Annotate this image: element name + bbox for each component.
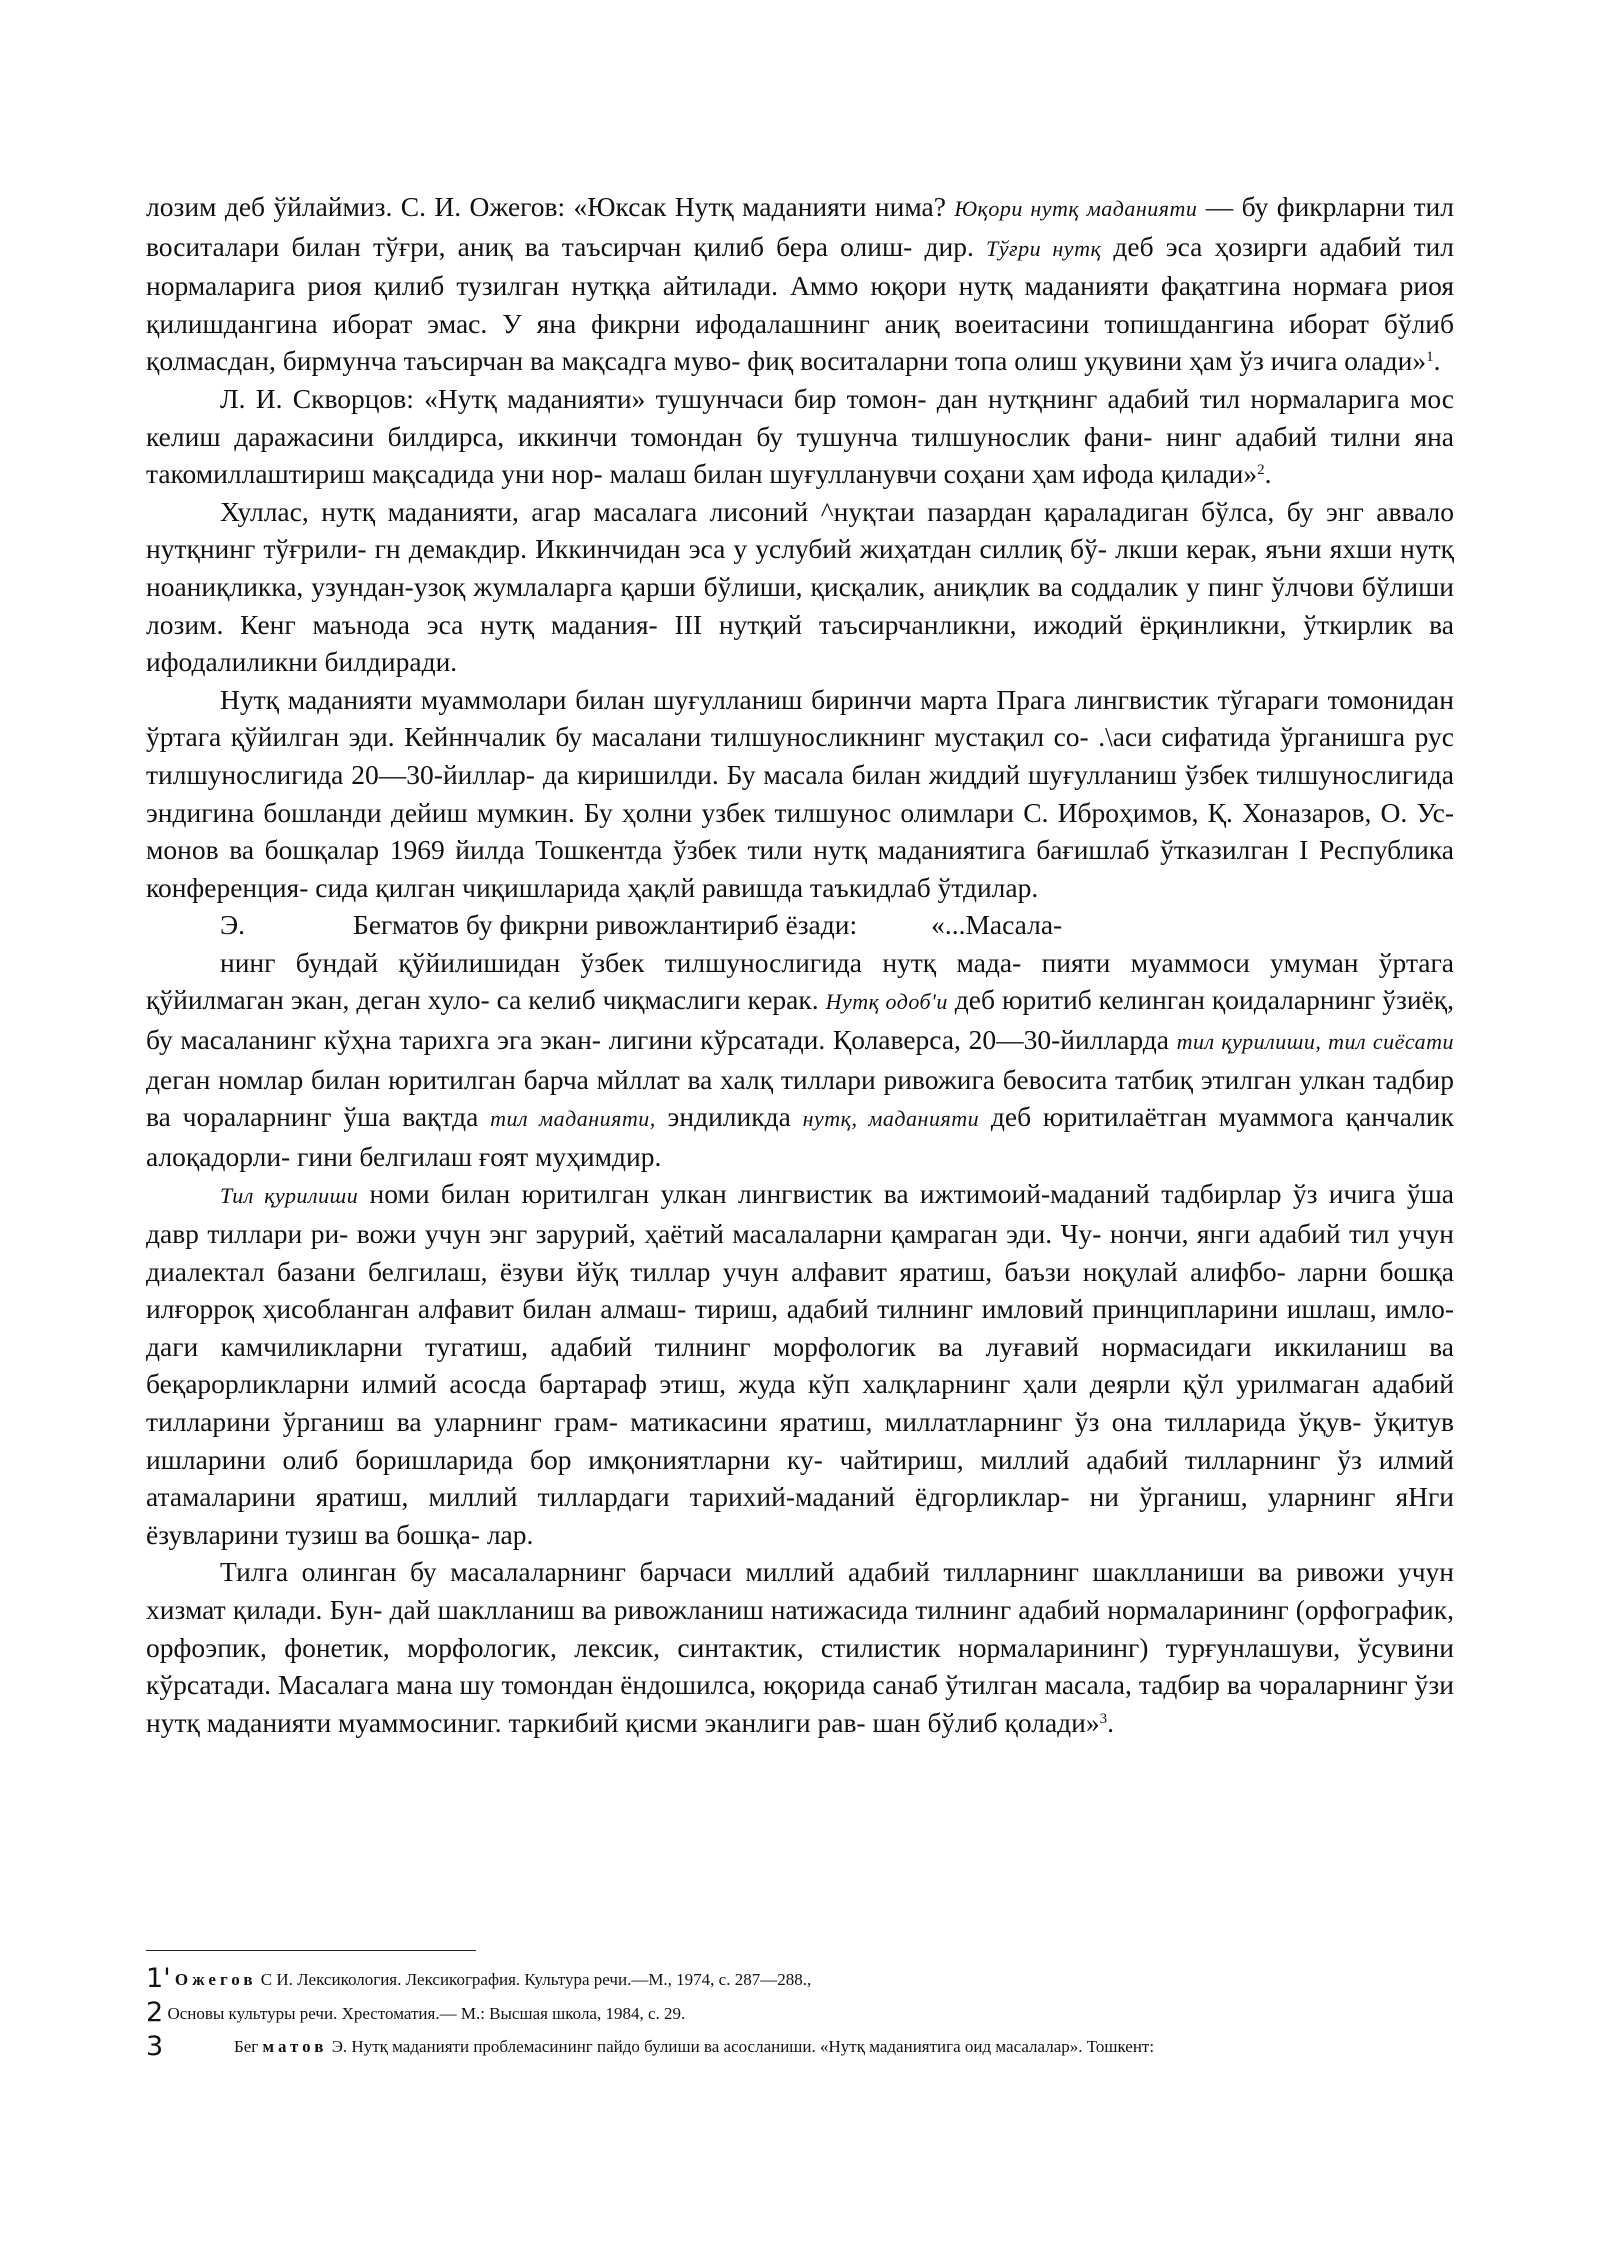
footnote-author: матов: [262, 2037, 328, 2056]
paragraph: [146, 1175, 1454, 1553]
text-run: Э.: [220, 909, 246, 941]
italic-term: тил маданияти,: [490, 1106, 656, 1132]
text-run: Нутқ маданияти муаммолари билан шуғулланиш биринчи марта Прага лингвистик тўгараги томонидан ўртага қўйилган эди. Кейннчалик бу масалани тилшуносликнинг мустақил со- .\аси сифатида ўрганишга рус тилшунослигида 20—30-йиллар- да киришилди. Бу масала билан жиддий шуғулланиш ўзбек тилшунослигида эндигина бошланди дейиш мумкин. Бу ҳолни узбек тилшунос олимлари С. Иброҳимов, Қ. Хоназаров, О. Ус- монов ва бошқалар 1969 йилда Тошкентда ўзбек тили нутқ маданиятига бағишлаб ўтказилган I Республика конференция- сида қилган чиқишларида ҳақлй равишда таъкидлаб ўтдилар.: [146, 683, 1454, 903]
text-run: «...Масала-: [931, 909, 1063, 941]
text-run: номи билан юритилган улкан лингвистик ва ижтимоий-маданий тадбирлар ўз ичига ўша давр тиллари ри- вожи учун энг зарурий, ҳаётий масалаларни қамраган эди. Чу- нончи, янги адабий тил учун диалектал базани белгилаш, ёзуви йўқ тиллар учун алфавит яратиш, баъзи ноқулай алифбо- ларни бошқа илғорроқ ҳисобланган алфавит билан алмаш- тириш, адабий тилнинг имловий принципларини ишлаш, имло- даги камчиликларни тугатиш, адабий тилнинг морфологик ва луғавий нормасидаги иккиланиш ва беқарорликларни илмий асосда бартараф этиш, жуда кўп халқларнинг ҳали деярли қўл урилмаган адабий тилларини ўрганиш ва уларнинг грам- матикасини яратиш, миллатларнинг ўз она тилларида ўқув- ўқитув ишларини олиб боришларида бор имқониятларни ку- чайтириш, миллий адабий тилларнинг ўз илмий атамаларини яратиш, миллий тиллардаги тарихий-маданий ёдгорликлар- ни ўрганиш, уларнинг яНги ёзувларини тузиш ва бошқа- лар.: [146, 1178, 1454, 1550]
italic-term: нутқ, маданияти: [802, 1106, 980, 1132]
text-run: Л. И. Скворцов: «Нутқ маданияти» тушунчаси бир томон- дан нутқнинг адабий тил нормаларига мос келиш даражасини билдирса, иккинчи томондан бу тушунча тилшунослик фани- нинг адабий тилни яна такомиллаштириш мақсадида уни нор- малаш билан шуғулланувчи соҳани ҳам ифода қилади»: [146, 382, 1454, 490]
footnote-separator: [146, 1950, 476, 1951]
paragraph: [146, 188, 1454, 380]
footnotes: [146, 1962, 1454, 2064]
italic-term: Тўғри нутқ: [986, 235, 1102, 261]
footnote-3: [146, 2030, 1454, 2064]
footnote-mark: ': [163, 1963, 171, 1994]
footnote-1: [146, 1962, 1454, 1996]
text-run: лозим деб ўйлаймиз. С. И. Ожегов: «Юксак Нутқ маданияти нима?: [146, 191, 955, 222]
italic-term: тил қурилиши, тил сиёсати: [1176, 1029, 1455, 1055]
footnote-author-prefix: Бег: [234, 2037, 259, 2056]
paragraph: [146, 380, 1454, 493]
footnote-number: 2: [146, 1997, 164, 2028]
footnote-number: 3: [146, 2031, 164, 2062]
text-run: нинг бундай қўйилишидан ўзбек тилшунослигида нутқ мада- пияти муаммоси умуман ўртага қўйилмаган экан, деган хуло- са келиб чиқмаслиги керак.: [146, 946, 1454, 1016]
paragraph: [146, 1553, 1454, 1741]
paragraph: [146, 493, 1454, 681]
text-run: деб эса ҳозирги адабий тил нормаларига риоя қилиб тузилган нутққа айтилади. Аммо юқори нутқ маданияти фақатгина нормаға риоя қилишдангина иборат эмас. У яна фикрни ифодалашнинг аниқ воеитасини топишдангина иборат бўлиб қолмасдан, бирмунча таъсирчан ва мақсадга муво- фиқ воситаларни топа олиш уқувини ҳам ўз ичига олади»: [146, 230, 1454, 377]
text-run: деб юритилаётган муаммога қанчалик алоқадорли- гини белгилаш ғоят муҳимдир.: [146, 1101, 1455, 1172]
text-run: .: [1264, 458, 1272, 490]
footnote-ref: 3: [1099, 1710, 1108, 1727]
footnote-ref: 1: [1426, 349, 1434, 366]
italic-term: Тил қурилиши: [220, 1183, 359, 1209]
paragraph: [146, 906, 1454, 944]
body-text: [146, 188, 1454, 1741]
text-run: эндиликда: [655, 1101, 803, 1133]
italic-term: Нутқ одоб'и: [825, 989, 948, 1015]
text-run: .: [1107, 1706, 1114, 1738]
footnote-ref: 2: [1257, 462, 1265, 479]
paragraph: [146, 681, 1454, 907]
footnote-text: Основы культуры речи. Хрестоматия.— М.: Высшая школа, 1984, с. 29.: [163, 2004, 686, 2023]
text-run: деган номлар билан юритилган барча мйллат ва халқ тиллари ривожига бевосита татбиқ этилган улкан тадбир ва чораларнинг ўша вақтда: [146, 1063, 1454, 1133]
footnote-author: Ожегов: [174, 1970, 257, 1989]
text-run: — бу фикрларни тил воситалари билан тўғри, аниқ ва таъсирчан қилиб бера олиш- дир.: [146, 191, 1454, 262]
text-run: деб юритиб келинган қоидаларнинг ўзиёқ, бу масаланинг кўҳна тарихга эга экан- лигини кўрсатади. Қолаверса, 20—30-йилларда: [146, 984, 1454, 1056]
footnote-2: [146, 1996, 1454, 2030]
footnote-text: Э. Нутқ маданияти проблемасининг пайдо булиши ва асосланиши. «Нутқ маданиятига оид масалалар». Тошкент:: [327, 2037, 1155, 2056]
footnote-body: [234, 2030, 1154, 2063]
footnote-number: 1: [146, 1963, 164, 1994]
text-run: Бегматов бу фикрни ривожлантириб ёзади:: [353, 909, 858, 941]
text-run: .: [1433, 345, 1441, 377]
footnote-text: С И. Лексикология. Лексикография. Культура речи.—М., 1974, с. 287—288.,: [256, 1970, 812, 1989]
text-run: Хуллас, нутқ маданияти, агар масалага лисоний ^нуқтаи пазардан қараладиган бўлса, бу энг аввало нутқнинг тўғрили- гн демакдир. Иккинчидан эса у услубий жиҳатдан силлиқ бў- лкши керак, яъни яхши нутқ ноаниқликка, узундан-узоқ жумлаларга қарши бўлиши, қисқалик, аниқлик ва соддалик у пинг ўлчови бўлиши лозим. Кенг маънода эса нутқ мадания- III нутқий таъсирчанликни, ижодий ёрқинликни, ўткирлик ва ифодалиликни билдиради.: [146, 495, 1454, 678]
italic-term: Юқори нутқ маданияти: [954, 196, 1198, 221]
text-run: Тилга олинган бу масалаларнинг барчаси миллий адабий тилларнинг шаклланиши ва ривожи учун хизмат қилади. Бун- дай шаклланиш ва ривожланиш натижасида тилнинг адабий нормаларининг (орфографик, орфоэпик, фонетик, морфологик, лексик, синтактик, стилистик нормаларининг) турғунлашуви, ўсувини кўрсатади. Масалага мана шу томондан ёндошилса, юқорида санаб ўтилган масала, тадбир ва чораларнинг ўзи нутқ маданияти муаммосиниг. таркибий қисми эканлиги рав- шан бўлиб қолади»: [146, 1556, 1454, 1738]
paragraph: [146, 944, 1454, 1176]
